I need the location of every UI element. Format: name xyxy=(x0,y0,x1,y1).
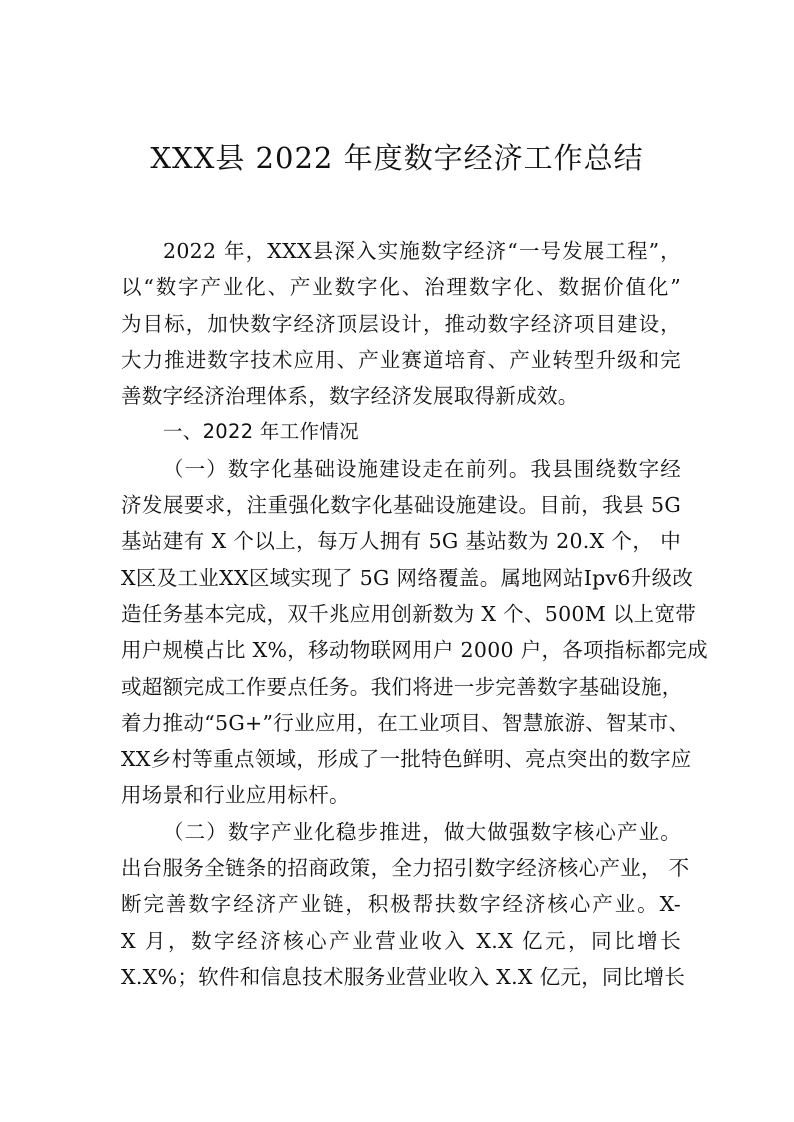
paragraph-line: 2022 年，XXX县深入实施数字经济“一号发展工程”， xyxy=(163,239,681,263)
paragraph-line: XX乡村等重点领域，形成了一批特色鲜明、亮点突出的数字应 xyxy=(121,747,692,772)
paragraph-line: X 月，数字经济核心产业营业收入 X.X 亿元，同比增长 xyxy=(121,928,681,953)
paragraph-line: 用户规模占比 X%，移动物联网用户 2000 户，各项指标都完成 xyxy=(121,638,708,663)
paragraph-line: 大力推进数字技术应用、产业赛道培育、产业转型升级和完 xyxy=(121,347,681,372)
paragraph-line: 用场景和行业应用标杆。 xyxy=(121,783,350,808)
paragraph-line: （一）数字化基础设施建设走在前列。我县围绕数字经 xyxy=(163,456,681,481)
paragraph-line: X.X%；软件和信息技术服务业营业收入 X.X 亿元，同比增长 xyxy=(121,964,686,989)
paragraph-line: 善数字经济治理体系，数字经济发展取得新成效。 xyxy=(121,384,579,409)
document-body xyxy=(121,233,708,995)
section-heading: 一、2022 年工作情况 xyxy=(163,420,359,444)
paragraph-line: 断完善数字经济产业链，积极帮扶数字经济核心产业。X- xyxy=(121,892,681,917)
paragraph-line: 出台服务全链条的招商政策，全力招引数字经济核心产业， 不 xyxy=(121,856,690,881)
document-title: XXX县 2022 年度数字经济工作总结 xyxy=(150,141,644,175)
paragraph-line: （二）数字产业化稳步推进，做大做强数字核心产业。 xyxy=(163,819,681,844)
paragraph-line: 济发展要求，注重强化数字化基础设施建设。目前，我县 5G xyxy=(121,493,681,518)
paragraph-line: 着力推动“5G+”行业应用，在工业项目、智慧旅游、智某市、 xyxy=(121,710,690,735)
paragraph-line: 或超额完成工作要点任务。我们将进一步完善数字基础设施， xyxy=(121,674,683,699)
paragraph-line: 基站建有 X 个以上，每万人拥有 5G 基站数为 20.X 个， 中 xyxy=(121,529,681,554)
paragraph-line: 以“数字产业化、产业数字化、治理数字化、数据价值化” xyxy=(121,275,681,300)
paragraph-line: 造任务基本完成，双千兆应用创新数为 X 个、500M 以上宽带 xyxy=(121,601,697,626)
paragraph-line: X区及工业XX区域实现了 5G 网络覆盖。属地网站Ipv6升级改 xyxy=(121,565,694,590)
paragraph-line: 为目标，加快数字经济顶层设计，推动数字经济项目建设， xyxy=(121,311,681,336)
